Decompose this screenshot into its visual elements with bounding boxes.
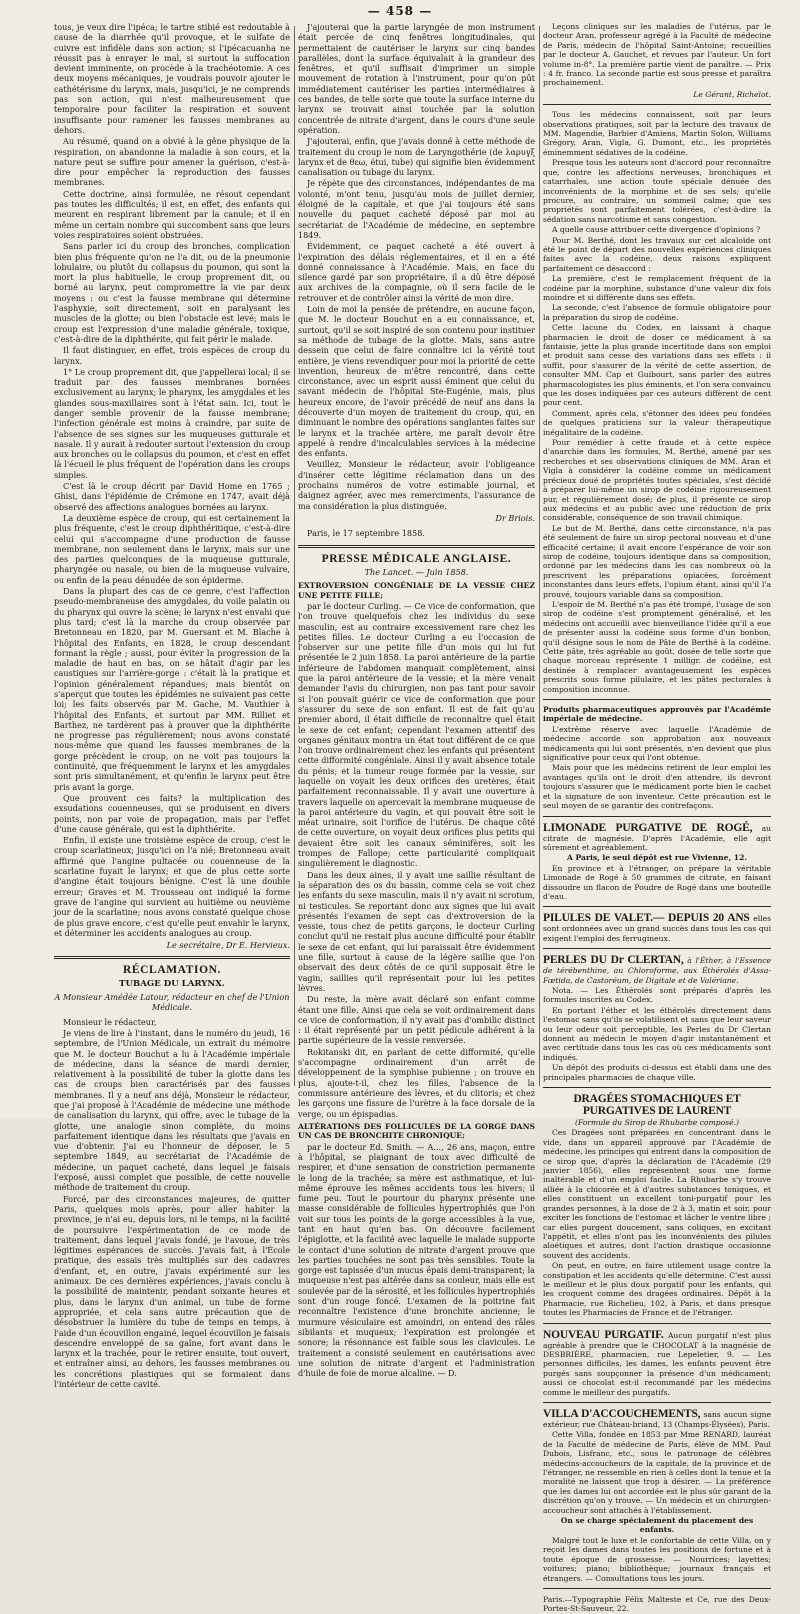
ad-title: LIMONADE PURGATIVE DE ROGÉ,: [543, 821, 753, 834]
paragraph: Le but de M. Berthé, dans cette circonstance, n'a pas été seulement de faire un sirop pectoral nouveau et d'une efficacité certaine; il avait encore l'espérance de voir son sirop de codéine, toujours identique dans sa composition, ordonné par les médecins dans les cas nombreux où la prescrivent les préparations opiacées, forcément inconstantes dans leurs effets, l'opium étant, ainsi qu'il l'a prouvé, toujours variable dans sa composition.: [543, 523, 771, 599]
paragraph: Pour M. Berthé, dont les travaux sur cet alcaloïde ont été le point de départ des nouvelles expériences cliniques faites avec la codéine, deux raisons expliquent parfaitement ce désaccord :: [543, 235, 771, 273]
paragraph: Presque tous les auteurs sont d'accord pour reconnaître que, contre les affections nerveuses, bronchiques et catarrhales, une action toute spéciale dénuée des inconvénients de la morphine et de ses sels; qu'elle procure, au contraire, un sommeil calme; que ses propriétés sont parfaitement tolérées, c'est-à-dire la sédation sans narcotisme et sans congestion.: [543, 158, 771, 224]
paragraph: Un dépôt des produits ci-dessus est établi dans une des principales pharmacies de chaque ville.: [543, 1063, 771, 1082]
section-title-presse: PRESSE MÉDICALE ANGLAISE.: [321, 552, 512, 565]
signature: Dr Briois.: [495, 512, 535, 523]
paragraph: Sans parler ici du croup des bronches, complication bien plus fréquente qu'on ne l'a dit, ou de la pneumonie lobulaire, ou plutôt du collapsus du poumon, qui sont la mort la plus habituelle, le croup proprement dit, ou borné au larynx, peut compromettre la vie par deux moyens : ou c'est la fausse membrane qui détermine l'asphyxie, soit directement, soit en paralysant les muscles de la glotte; ou bien l'obstacle est levé; mais le croup est l'expression d'une maladie générale, toxique, c'est-à-dire de la diphthérite, qui fait périr le malade.: [54, 241, 290, 344]
divider: [543, 816, 771, 817]
divider: [543, 104, 771, 105]
dateline: Paris, le 17 septembre 1858.: [307, 528, 425, 539]
paragraph: L'extrême réserve avec laquelle l'Académie de médecine accorde son approbation aux nouveaux médicaments qui lui sont présentés, n'en devient que plus significative pour ceux qui l'ont obtenue.: [543, 724, 771, 763]
ad-text: Aucun purgatif n'est plus agréable à prendre que le CHOCOLAT à la magnésie de DESBRIÈRE, pharmacien, rue Lepeletier, 9. — Les personnes difficiles, les dames, les enfants peuvent être purgés sans soupçonner la présence d'un médicament; aussi ce chocolat est-il recommandé par les médecins comme le meilleur des purgatifs.: [543, 1330, 771, 1397]
letter-recipient: A Monsieur Amédée Latour, rédacteur en chef de l'Union Médicale.: [54, 992, 290, 1013]
paragraph: Évidemment, ce paquet cacheté a été ouvert à l'expiration des délais réglementaires, et il en a été donné connaissance à l'Académie. Mais, en face du silence gardé par son propriétaire, il a dû être déposé aux archives de la compagnie, où il sera facile de le retrouver et de contrôler ainsi la vérité de mon dire.: [298, 241, 535, 303]
ad-villa: [543, 1408, 771, 1429]
book-notice: Leçons cliniques sur les maladies de l'utérus, par le docteur Aran, professeur agrégé à la Faculté de médecine de Paris, médecin de l'hôpital Saint-Antoine; recueillies par le docteur A. Gauchet, et revues par l'auteur. Un fort volume in-8°. La première partie vient de paraître. — Prix : 4 fr. franco. La seconde partie est sous presse et paraîtra prochainement.: [543, 22, 771, 88]
ad-subtitle: (Formule du Sirop de Rhubarbe composé.): [575, 1118, 739, 1128]
section-title-reclamation: RÉCLAMATION.: [122, 964, 222, 977]
ad-nouveau: [543, 1329, 771, 1397]
paragraph: Nota. — Les Éthérolés sont préparés d'après les formules inscrites au Codex.: [543, 985, 771, 1005]
ad-title-dragees: DRAGÉES STOMACHIQUES ET PURGATIVES DE LAURENT: [573, 1093, 741, 1118]
ad-note: On se charge spécialement du placement des enfants.: [560, 1516, 754, 1535]
paragraph: Cette Villa, fondée en 1853 par Mme RENARD, lauréat de la Faculté de médecine de Paris, élève de MM. Paul Dubois, Lisfranc, etc., sous le patronage de célèbres médecins-accoucheurs de la capitale, de la province et de l'étranger, ne ressemble en rien à celles dont la tenue et la moralité ne laissent que trop à désirer. — La préférence que les dames lui ont accordée est le plus sûr garant de la discrétion qu'on y trouve. — Un médecin et un chirurgien-accoucheur sont attachés à l'établissement.: [543, 1430, 771, 1515]
paragraph: La deuxième espèce de croup, qui est certainement la plus fréquente, c'est le croup diphthéritique, c'est-à-dire celui qui s'accompagne d'une production de fausse membrane, non seulement dans le larynx, mais sur une des parties quelconques de la muqueuse gutturale, pharyngée ou nasale, ou bien de la muqueuse vulvaire, ou enfin de la peau dénudée de son épiderme.: [54, 512, 290, 585]
paragraph: tous, je veux dire l'ipéca; le tartre stibié est redoutable à cause de la diarrhée qu'il provoque, et le sulfate de cuivre est infidèle dans son action; si l'ipécacuanha ne réussit pas à enrayer le mal, si surtout la suffocation devient imminente, on procède à la trachéotomie. A ces deux moyens mécaniques, je voudrais pouvoir ajouter le cathétérisme du larynx, mais, jusqu'ici, je ne comprends pas son action, qui n'est malheureusement que temporaire pour faciliter la respiration et souvent insuffisante pour ramener les fausses membranes au dehors.: [54, 22, 290, 135]
ad-text: sans aucun signe extérieur, rue Château-briand, 13 (Champs-Élysées), Paris.: [543, 1410, 771, 1429]
article-title: ALTÉRATIONS DES FOLLICULES DE LA GORGE DANS UN CAS DE BRONCHITE CHRONIQUE;: [298, 1121, 535, 1141]
column-1: [54, 22, 290, 1389]
paragraph: Comment, après cela, s'étonner des idées peu fondées de quelques praticiens sur la valeur thérapeutique inégalitaire de la codéine.: [543, 408, 771, 437]
paragraph: Tous les médecins connaissent, soit par leurs observations pratiques, soit par la lecture des travaux de MM. Magendie, Barbier d'Amiens, Martin Solon, Williams Grégory, Aran, Vigla, G. Dumont, etc., les propriétés éminemment sédatives de la codéine.: [543, 110, 771, 157]
paragraph: par le docteur Ed. Smith. — A..., 26 ans, maçon, entre à l'hôpital, se plaignant de toux avec difficulté de respirer, et d'une sensation de constriction permanente le long de la trachée; sa mère est asthmatique, et lui-même éprouve les mêmes accidents tous les hivers; il fume peu. Tout le pourtour du pharynx présente une masse considérable de follicules hypertrophiés que l'on voit sur tous les points de la gorge accessibles à la vue, tant en haut qu'en bas. On découvre facilement l'épiglotte, et la facilité avec laquelle le malade supporte le contact d'une solution de nitrate d'argent prouve que les parties touchées ne sont pas très sensibles. Toute la gorge est tapissée d'un mucus épais demi-transparent; la muqueuse n'est pas altérée dans sa couleur, mais elle est soulevée par de la sérosité, et les follicules hypertrophiés sont d'un rouge foncé. L'examen de la poitrine fait reconnaître l'existence d'une bronchite ancienne; le murmure vésiculaire est amoindri, on entend des râles sibilants et muqueux; l'expiration est prolongée et sonore; la résonnance est faible sous les clavicules. Le traitement a consisté seulement en cautérisations avec une solution de nitrate d'argent et l'administration d'huile de foie de morue alcaline. — D.: [298, 1141, 535, 1379]
paragraph: La première, c'est le remplacement fréquent de la codéine par la morphine, substance d'une valeur dix fois moindre et si différente dans ses effets.: [543, 274, 771, 302]
paragraph: C'est là le croup décrit par David Home en 1765 ; Ghisi, dans l'épidémie de Crémone en 1747, avait déjà observé des affections analogues bornées au larynx.: [54, 481, 290, 512]
paragraph: En province et à l'étranger, on prépare la véritable Limonade de Rogé à 50 grammes de citrate, en faisant dissoudre un flacon de Poudre de Rogé dans une bouteille d'eau.: [543, 863, 771, 901]
divider: [543, 1087, 771, 1088]
paragraph: Rokitanski dit, en parlant de cette difformité, qu'elle s'accompagne ordinairement d'un arrêt de développement de la symphise pubienne ; on trouve en plus, ajoute-t-il, chez les filles, l'absence de la commissure antérieure des lèvres, et du clitoris; et chez les garçons une fissure de l'urètre à la face dorsale de la verge, ou un épispadias.: [298, 1046, 535, 1119]
paragraph: Je répète que des circonstances, indépendantes de ma volonté, m'ont tenu, jusqu'au mois de juillet dernier, éloigné de la capitale, et que j'ai toujours été sans nouvelle du paquet cacheté déposé par moi au secrétariat de l'Académie de médecine, en septembre 1849.: [298, 178, 535, 240]
divider: [543, 699, 771, 700]
printer-imprint: Paris.—Typographie Félix Malteste et Ce, rue des Deux-Portes-St-Sauveur, 22.: [543, 1594, 771, 1614]
paragraph: Cette lacune du Codex, en laissant à chaque pharmacien le droit de doser ce médicament à sa fantaisie, jette la plus grande incertitude dans son emploi et produit sans cesse des variations dans ses effets : il suffit, pour s'assurer de la vérité de cette assertion, de consulter MM. Cap et Guibourt, sans parler des autres pharmacologistes les plus éminents, et l'on sera convaincu que les doses indiquées par ces auteurs diffèrent de cent pour cent.: [543, 323, 771, 408]
ad-text: elles sont ordonnées avec un grand succès dans tous les cas qui exigent l'emploi des ferrugineux.: [543, 914, 771, 943]
paragraph: Ces Dragées sont préparées en concentrant dans le vide, dans un appareil approuvé par l'Académie de médecine, les principes qui entrent dans la composition de ce sirop que, d'après la déclaration de l'Académie (29 janvier 1856), elles représentent sous une forme inaltérable et d'un emploi facile. La Rhubarbe s'y trouve alliée à la chicorée et à d'autres substances toniques, et elles constituent un excellent toni-purgatif pour les grandes personnes, à la dose de 2 à 3, matin et soir, pour exciter les fonctions de l'estomac et lâcher le ventre libre ; car elles purgent doucement, sans coliques, en excitant l'appétit, et elles n'ont pas les inconvénients des pilules aloétiques et autres, dont l'action drastique occasionne souvent des accidents.: [543, 1128, 771, 1260]
paragraph: Enfin, il existe une troisième espèce de croup, c'est le croup scarlatineux; jusqu'ici on l'a nié; Bretonneau avait affirmé que l'angine pultacée ou couenneuse de la scarlatine fuyait le larynx; et que de plus cette sorte d'angine était toujours bénigne. C'est là une double erreur; Graves et M. Trousseau ont indiqué la forme grave de l'angine qui survient au huitième ou neuvième jour de la scarlatine; nous avons constaté quelque chose de plus grave encore, c'est qu'elle peut envahir le larynx, et déterminer les accidents analogues au croup.: [54, 835, 290, 938]
paragraph: J'ajouterai que la partie laryngée de mon instrument était percée de cinq fenêtres longitudinales, qui permettaient de cautériser le larynx sur cinq bandes parallèles, dont la surface équivalait à la grandeur des fenêtres, et qu'il suffisait d'imprimer un simple mouvement de rotation à l'instrument, pour qu'on pût immédiatement cautériser les parties intermédiaires à ces bandes, de telle sorte que toute la surface interne du larynx se trouvait ainsi touchée par la solution concentrée de nitrate d'argent, dans le cours d'une seule opération.: [298, 22, 535, 135]
ad-limonade: [543, 822, 771, 853]
paragraph: Dans la plupart des cas de ce genre, c'est l'affection pseudo-membraneuse des amygdales, du voile palatin ou du pharynx qui ouvre la scène; le larynx n'est envahi que plus tard; c'est là la marche du croup observée par Bretonneau en 1820, par M. Guersant et M. Blache à l'hôpital des Enfants, en 1828, le croup descendant formant la règle ; aussi, pour éviter la progression de la maladie de haut en bas, on se hâtait d'agir par les caustiques sur l'arrière-gorge : c'était là la pratique et l'opinion généralement répandues; mais bientôt on s'aperçut que toutes les épidémies ne suivaient pas cette loi; les faits observés par M. Gache, M. Vauthier à l'hôpital des Enfants, et surtout par MM. Rilliet et Barthez, ne tardèrent pas à prouver que la diphthérite ne progresse pas régulièrement; nous avons constaté nous-même que quand les fausses membranes de la gorge précèdent le croup, on ne voit pas toujours la continuité, que fréquemment le larynx et les amygdales sont pris simultanément, et qu'enfin le larynx peut être pris avant la gorge.: [54, 586, 290, 792]
divider: [298, 545, 535, 548]
paragraph: par le docteur Curling. — Ce vice de conformation, que l'on trouve quelquefois chez les individus du sexe masculin, est au contraire excessivement rare chez les petites filles. Le docteur Curling a eu l'occasion de l'observer sur une petite fille d'un mois qui lui fut présentée le 2 juin 1858. La paroi antérieure de la partie inférieure de l'abdomen manquait complètement, ainsi que la paroi antérieure de la vessie; et la mère venait demander l'avis du chirurgien, non pas tant pour savoir si l'on pouvait guérir ce vice de conformation que pour s'assurer du sexe de son enfant. Il est de fait qu'au premier abord, il était difficile de reconnaître quel était le sexe de cet enfant; cependant l'examen attentif des organes génitaux montra un état tout différent de ce que l'on trouve ordinairement chez les enfants qui présentent cette difformité congéniale. Ainsi il y avait absence totale du pénis; et la tumeur rouge formée par la vessie, sur laquelle on voyait les deux orifices des uretères, était parfaitement reconnaissable. Il y avait une ouverture à travers laquelle on apercevait la membrane muqueuse de la paroi antérieure du vagin, et qui pouvait être soit le méat urinaire, soit l'orifice de l'utérus. De chaque côté de cette ouverture, on voyait deux orifices plus petits qui devaient être soit les canaux séminifères, soit les trompes de Fallope; cette particularité compliquait singulièrement le diagnostic.: [298, 600, 535, 869]
paragraph: Je viens de lire à l'instant, dans le numéro du jeudi, 16 septembre, de l'Union Médicale, un extrait du mémoire que M. le docteur Bouchut a lu à l'Académie impériale de médecine, dans la séance de mardi dernier, relativement à la possibilité de tuber la glotte dans les cas de croups bien caractérisés par des fausses membranes. Il y a neuf ans déjà, Monsieur le rédacteur, que j'ai proposé à l'Académie de médecine une méthode de canalisation du larynx, qui offre, avec le tubage de la glotte, une analogie sinon complète, du moins parfaitement identique dans les résultats que j'avais en vue d'obtenir. J'ai eu l'honneur de déposer, le 5 septembre 1849, au secrétariat de l'Académie de médecine, un paquet cacheté, dans lequel je faisais l'exposé, aussi complet que possible, de cette nouvelle méthode de traitement du croup.: [54, 1027, 290, 1193]
paragraph: Au résumé, quand on a obvié à la gêne physique de la respiration, on abandonne la maladie à son cours, et la nature peut se suffire pour amener la guérison, c'est-à-dire pour empêcher la reproduction des fausses membranes.: [54, 136, 290, 188]
paragraph: En portant l'éther et les éthérolés directement dans l'estomac sans qu'ils se volatilisent et sans que leur saveur ou leur odeur soit perceptible, les Perles du Dr Clertan donnent au médecin le moyen d'agir instantanément et avec certitude dans tous les cas où ces médicaments sont indiqués.: [543, 1005, 771, 1062]
paragraph: Loin de moi la pensée de prétendre, en aucune façon, que M. le docteur Bouchut en a eu connaissance, et, surtout, qu'il se soit inspiré de son contenu pour instituer sa méthode de tubage de la glotte. Mais, sans autre dessein que celui de faire connaître ici la vérité tout entière, je viens revendiquer pour moi la priorité de cette invention, heureux de m'être rencontré, dans cette circonstance, avec un esprit aussi éminent que celui du savant médecin de l'hôpital Ste-Eugénie, mais, plus heureux encore, de l'avoir précédé de neuf ans dans la découverte d'un moyen de traitement du croup, qui, en diminuant le nombre des opérations sanglantes faites sur le larynx et la trachée artère, me paraît devoir être appelé à rendre d'incalculables services à la médecine des enfants.: [298, 304, 535, 459]
ad-text: à l'Éther, à l'Essence de térébenthine, au Chloroforme, aux Éthérolés d'Assa-Fœtida, de Castoréum, de Digitale et de Valériane.: [543, 956, 771, 985]
ad-address: A Paris, le seul dépôt est rue Vivienne, 12.: [567, 853, 747, 863]
ad-text: au citrate de magnésie. D'après l'Académie, elle agit sûrement et agréablement.: [543, 823, 771, 852]
column-2: [298, 22, 535, 1379]
signature: Le secrétaire, Dr E. Hervieux.: [166, 940, 290, 951]
section-subtitle: TUBAGE DU LARYNX.: [119, 978, 225, 989]
paragraph: A quelle cause attribuer cette divergence d'opinions ?: [552, 225, 761, 235]
divider: [54, 956, 290, 959]
paragraph: Malgré tout le luxe et le confortable de cette Villa, on y reçoit les dames dans toutes les positions de fortune et à toute époque de grossesse. — Nourrices; layettes; voitures; piano; bibliothèque; journaux français et étrangers. — Consultations tous les jours.: [543, 1535, 771, 1583]
ad-perles: [543, 954, 771, 985]
ad-title: VILLA D'ACCOUCHEMENTS,: [543, 1408, 701, 1420]
page-number: — 458 —: [367, 4, 433, 18]
ad-title: NOUVEAU PURGATIF.: [543, 1328, 664, 1341]
paragraph: Pour remédier à cette fraude et à cette espèce d'anarchie dans les formules, M. Berthé, amené par ses recherches et ses observations cliniques de MM. Aran et Vigla à considérer la codéine comme un médicament précieux doué de propriétés toutes spéciales, s'est décidé à préparer lui-même un sirop de codéine rigoureusement pur, et régulièrement dosé; de plus, il présente ce sirop aux médecins et au public avec une réduction de prix considérable, conséquence de son travail chimique.: [543, 438, 771, 523]
paragraph: Que prouvent ces faits? la multiplication des exsudations couenneuses, qui se produisent en divers points, non par voie de propagation, mais par l'effet d'une cause générale, qui est la diphthérite.: [54, 792, 290, 834]
ad-pilules: [543, 912, 771, 943]
ad-heading: Produits pharmaceutiques approuvés par l'Académie impériale de médecine.: [543, 705, 771, 724]
column-rule: [294, 26, 295, 1086]
divider: [543, 906, 771, 907]
paragraph: Dans les deux aines, il y avait une saillie résultant de la séparation des os du bassin, comme cela se voit chez les enfants du sexe masculin, mais il n'y avait ni scrotum, ni testicules. Se reportant donc aux signes que lui avait présentés l'examen de sept cas d'extroversion de la vessie, tous chez de petits garçons, le docteur Curling conclut qu'il ne restait plus aucune difficulté pour établir le sexe de cet enfant, qui lui paraissait être évidemment une fille, surtout à cause de la légère saillie que l'on observait des deux côtés de ce qu'il supposait être le vagin, saillies qu'il représentait pour lui les petites lèvres.: [298, 869, 535, 993]
paragraph: Il faut distinguer, en effet, trois espèces de croup du larynx.: [54, 345, 290, 366]
ad-title: PERLES DU Dr CLERTAN,: [543, 954, 684, 967]
paragraph: On peut, en outre, en faire utilement usage contre la constipation et les accidents qu'elle détermine. C'est aussi le meilleur et le plus doux purgatif pour les enfants, qui les croquent comme des dragées ordinaires. Dépôt à la Pharmacie, rue Richelieu, 102, à Paris, et dans presque toutes les Pharmacies de France et de l'étranger.: [543, 1261, 771, 1318]
paragraph: Forcé, par des circonstances majeures, de quitter Paris, quelques mois après, pour aller habiter la province, je n'ai eu, depuis lors, ni le temps, ni la facilité de poursuivre l'expérimentation de ce mode de traitement, dans lequel j'avais fondé, je l'avoue, de très légitimes espérances de succès. J'avais fait, à l'École pratique, des essais très multipliés sur des cadavres d'enfant, et, en outre, j'avais expérimenté sur les animaux. De ces dernières expériences, j'avais conclu à la possibilité de maintenir, pendant soixante heures et plus, dans le larynx d'un animal, un tube de forme appropriée, et cela sans autre précaution que de désobstruer la lumière du tube de temps en temps, à l'aide d'un écouvillon engainé, lequel écouvillon je faisais descendre enveloppé de sa gaîne, fort avant dans le larynx et la trachée, pour le retirer ensuite, tout ouvert, et entraîner ainsi, au dehors, les fausses membranes ou les concrétions plastiques qui se formaient dans l'intérieur de cette cavité.: [54, 1193, 290, 1389]
paragraph: Mais pour que les médecins retirent de leur emploi les avantages qu'ils ont le droit d'en attendre, ils devront toujours s'assurer que le médicament porte bien le cachet et la signature de son inventeur. Cette précaution est le seul moyen de se garantir des contrefaçons.: [543, 763, 771, 811]
ad-title: PILULES DE VALET.— DEPUIS 20 ANS: [543, 912, 750, 925]
divider: [543, 1402, 771, 1403]
paragraph: 1° Le croup proprement dit, que j'appellerai local; il se traduit par des fausses membranes bornées exclusivement au larynx; le pharynx, les amygdales et les glandes sous-maxillaires sont à l'état sain. Ici, tout le danger semble provenir de la fausse membrane; l'infection générale est moins à craindre, par suite de l'absence de ses signes sur les muqueuses gutturale et nasale. Il y aurait à redouter surtout l'extension du croup aux bronches ou le collapsus du poumon, et c'est en effet là l'écueil le plus fréquent de l'opération dans les croups simples.: [54, 366, 290, 480]
column-rule: [539, 26, 540, 1086]
column-3: [543, 22, 771, 1614]
paragraph: Du reste, la mère avait déclaré son enfant comme étant une fille. Ainsi que cela se voit ordinairement dans ce vice de conformation, il n'y avait pas d'ombilic distinct : il était représenté par un petit pédicule adhérent à la partie supérieure de la vessie renversée.: [298, 994, 535, 1046]
paragraph: Veuillez, Monsieur le rédacteur, avoir l'obligeance d'insérer cette légitime réclamation dans un des prochains numéros de votre estimable journal, et daignez agréer, avec mes remerciments, l'assurance de ma considération la plus distinguée.: [298, 459, 535, 511]
salutation: Monsieur le rédacteur,: [63, 1016, 157, 1027]
divider: [543, 948, 771, 949]
divider: [543, 1323, 771, 1324]
source-line: The Lancet. — Juin 1858.: [364, 566, 469, 577]
gerant-signature: Le Gérant, Richelot.: [693, 89, 771, 99]
paragraph: La seconde, c'est l'absence de formule obligatoire pour la préparation du sirop de codéine.: [543, 303, 771, 322]
divider: [543, 1588, 771, 1589]
paragraph: J'ajouterai, enfin, que j'avais donné à cette méthode de traitement du croup le nom de Laryngothérie (de λαρυγξ larynx et de θεω, étui, tube) qui signifie bien évidemment canalisation ou tubage du larynx.: [298, 136, 535, 178]
paragraph: Cette doctrine, ainsi formulée, ne résout cependant pas toutes les difficultés; il est, en effet, des enfants qui meurent en respirant librement par la canule; et il en même un certain nombre qui succombent sans que leurs voies respiratoires soient obstruées.: [54, 188, 290, 240]
article-title: EXTROVERSION CONGÉNIALE DE LA VESSIE CHEZ UNE PETITE FILLE;: [298, 581, 535, 600]
paragraph: L'espoir de M. Berthé n'a pas été trompé, l'usage de son sirop de codéine s'est promptement généralisé, et les médecins ont accueilli avec bienveillance l'idée qu'il a eue de présenter aussi la codéine sous forme d'un bonbon, qu'il désigne sous le nom de Pâte de Berthé à la codéine. Cette pâte, très agréable au goût, dosée de telle sorte que chaque morceau représente 1 milligr. de codéine, est destinée à remplacer avantageusement les espèces prescrits sous forme pilulaire, et les pâtes pectorales à composition inconnue.: [543, 599, 771, 694]
